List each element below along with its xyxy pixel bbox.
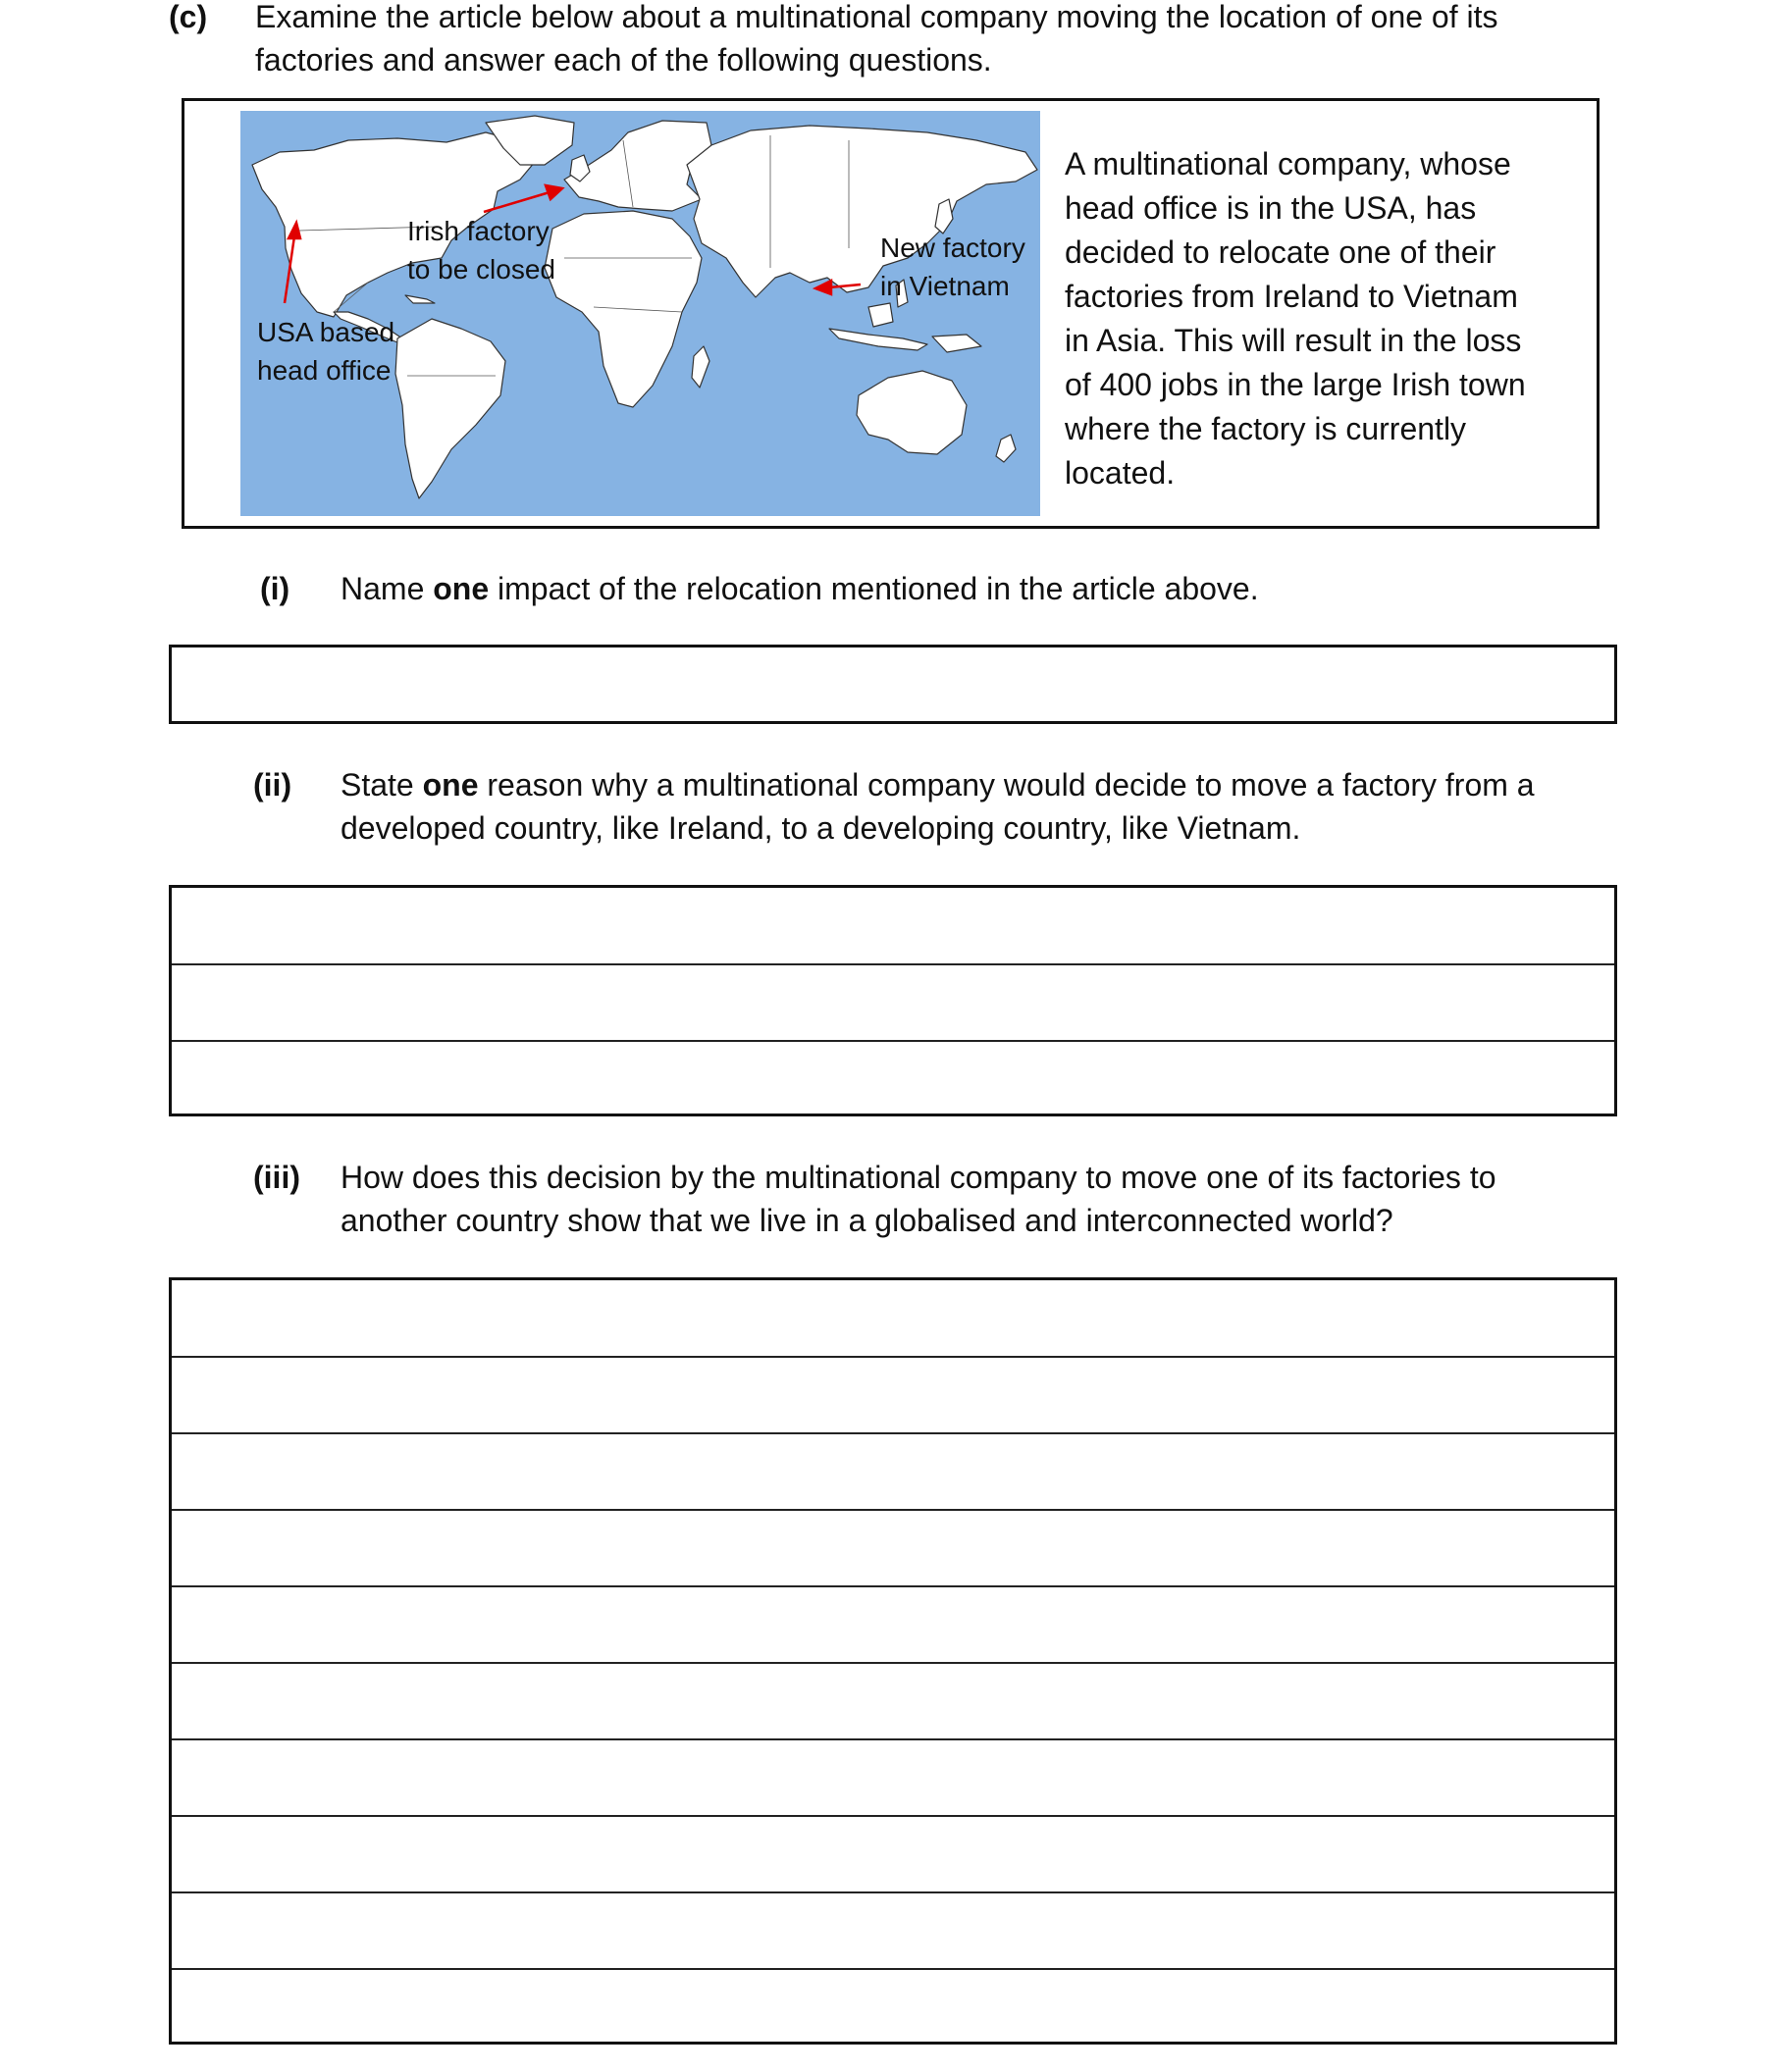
map-label-vietnam-line-2: in Vietnam — [880, 271, 1010, 301]
answer-line — [172, 1040, 1614, 1042]
answer-box-iii[interactable] — [169, 1277, 1617, 2045]
answer-line — [172, 963, 1614, 965]
article-line: where the factory is currently — [1065, 411, 1467, 446]
article-line: decided to relocate one of their — [1065, 234, 1496, 270]
part-ii-question-line-1 — [341, 763, 1535, 807]
article-line: in Asia. This will result in the loss — [1065, 323, 1522, 358]
answer-box-i[interactable] — [169, 645, 1617, 724]
answer-line — [172, 1356, 1614, 1358]
answer-line — [172, 1968, 1614, 1970]
answer-line — [172, 1662, 1614, 1664]
borneo-shape — [868, 303, 893, 327]
answer-line — [172, 1738, 1614, 1740]
article-line: of 400 jobs in the large Irish town — [1065, 367, 1526, 402]
map-label-usa-line-2: head office — [257, 355, 392, 386]
part-i-text-bold: one — [433, 571, 490, 606]
article-line: A multinational company, whose — [1065, 146, 1511, 181]
map-label-usa-line-1: USA based — [257, 317, 395, 347]
part-i-label: (i) — [260, 571, 290, 606]
answer-line — [172, 1815, 1614, 1817]
question-c-text-line-2: factories and answer each of the following questions. — [255, 42, 992, 78]
part-ii-text-bold: one — [422, 767, 479, 803]
map-label-vietnam-line-1: New factory — [880, 233, 1025, 263]
part-i-text-post: impact of the relocation mentioned in the article above. — [489, 571, 1259, 606]
question-c-text-line-1: Examine the article below about a multinational company moving the location of one of its — [255, 0, 1498, 34]
part-i-text-pre: Name — [341, 571, 434, 606]
question-label-c: (c) — [169, 0, 208, 34]
article-line: head office is in the USA, has — [1065, 190, 1477, 226]
part-i-question — [341, 567, 1259, 611]
part-ii-label: (ii) — [253, 767, 292, 803]
part-iii-label: (iii) — [253, 1160, 300, 1195]
part-ii-text-pre: State — [341, 767, 423, 803]
map-label-ireland-line-2: to be closed — [407, 254, 555, 285]
answer-line — [172, 1585, 1614, 1587]
part-iii-question-line-2: another country show that we live in a globalised and interconnected world? — [341, 1203, 1393, 1238]
answer-line — [172, 1432, 1614, 1434]
answer-box-ii[interactable] — [169, 885, 1617, 1116]
answer-line — [172, 1509, 1614, 1511]
map-label-ireland-line-1: Irish factory — [407, 216, 550, 246]
article-line: located. — [1065, 455, 1176, 491]
article-line: factories from Ireland to Vietnam — [1065, 279, 1518, 314]
part-ii-question-line-2: developed country, like Ireland, to a developing country, like Vietnam. — [341, 810, 1301, 846]
part-iii-question-line-1: How does this decision by the multinational company to move one of its factories to — [341, 1160, 1496, 1195]
world-map-figure — [240, 111, 1040, 516]
answer-line — [172, 1891, 1614, 1893]
part-ii-text-post: reason why a multinational company would decide to move a factory from a — [478, 767, 1535, 803]
article-text — [1065, 142, 1526, 495]
